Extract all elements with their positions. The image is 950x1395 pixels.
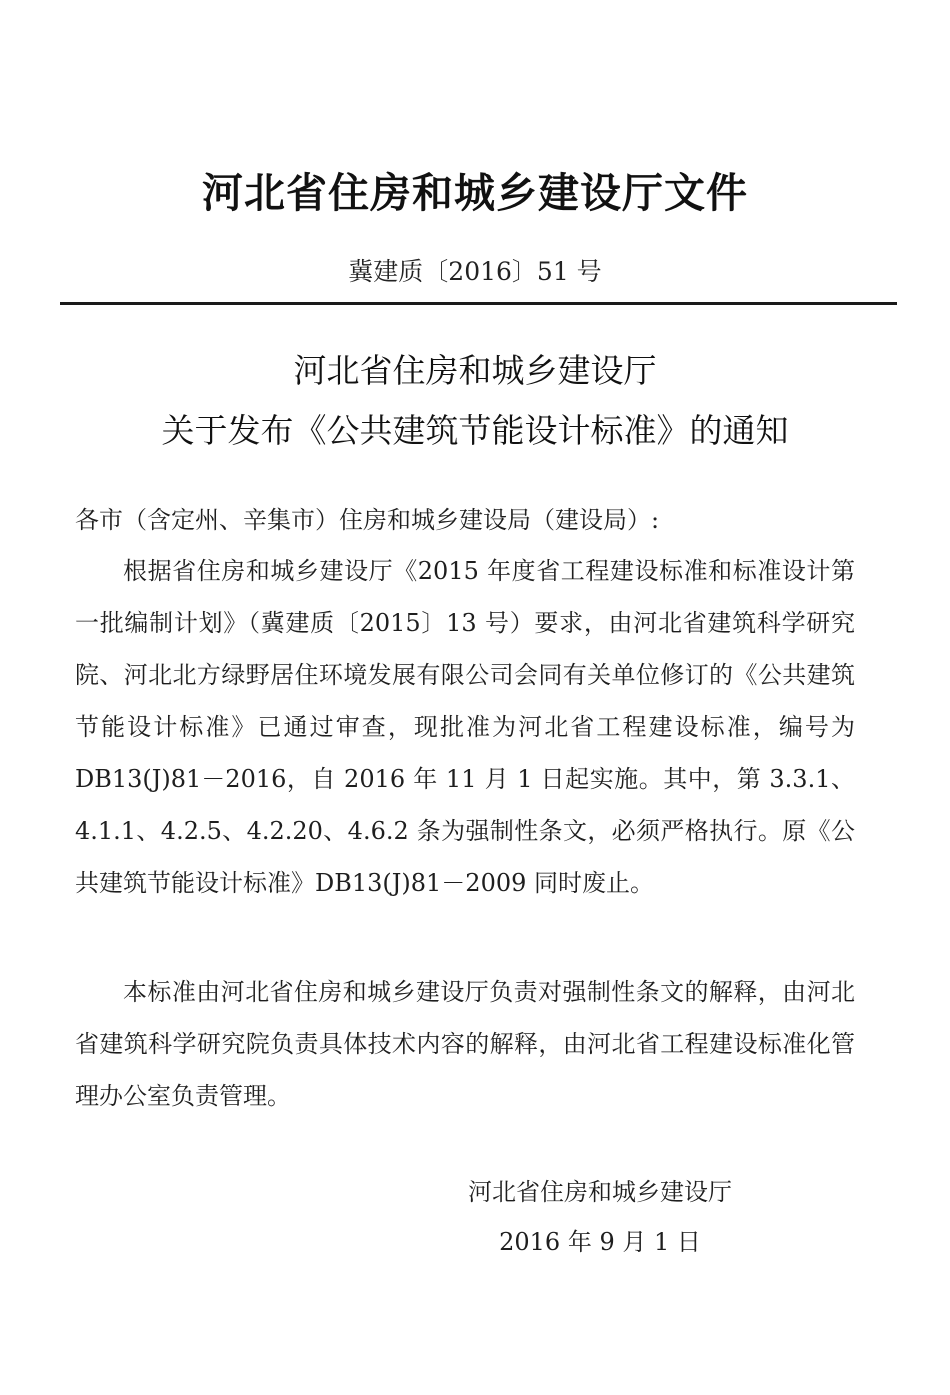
- body-paragraph-1: 根据省住房和城乡建设厅《2015 年度省工程建设标准和标准设计第一批编制计划》（冀建质〔2015〕13 号）要求，由河北省建筑科学研究院、河北北方绿野居住环境发展有限公司会同有关单位修订的《公共建筑节能设计标准》已通过审查，现批准为河北省工程建设标准，编号为 DB13(J)81－2016，自 2016 年 11 月 1 日起实施。其中，第 3.3.1、4.1.1、4.2.5、4.2.20、4.6.2 条为强制性条文，必须严格执行。原《公共建筑节能设计标准》DB13(J)81－2009 同时废止。: [75, 557, 855, 897]
- signature-issuer: 河北省住房和城乡建设厅: [468, 1178, 732, 1206]
- document-number: 冀建质〔2016〕51 号: [348, 257, 602, 286]
- notice-title-line-2: 关于发布《公共建筑节能设计标准》的通知: [161, 411, 789, 450]
- signature-date: 2016 年 9 月 1 日: [499, 1228, 701, 1256]
- header-divider: [60, 302, 897, 305]
- salutation: 各市（含定州、辛集市）住房和城乡建设局（建设局）:: [75, 506, 660, 534]
- agency-file-header: 河北省住房和城乡建设厅文件: [202, 169, 748, 217]
- body-paragraph-2: 本标准由河北省住房和城乡建设厅负责对强制性条文的解释，由河北省建筑科学研究院负责具体技术内容的解释，由河北省工程建设标准化管理办公室负责管理。: [75, 978, 855, 1110]
- notice-title-line-1: 河北省住房和城乡建设厅: [293, 351, 657, 390]
